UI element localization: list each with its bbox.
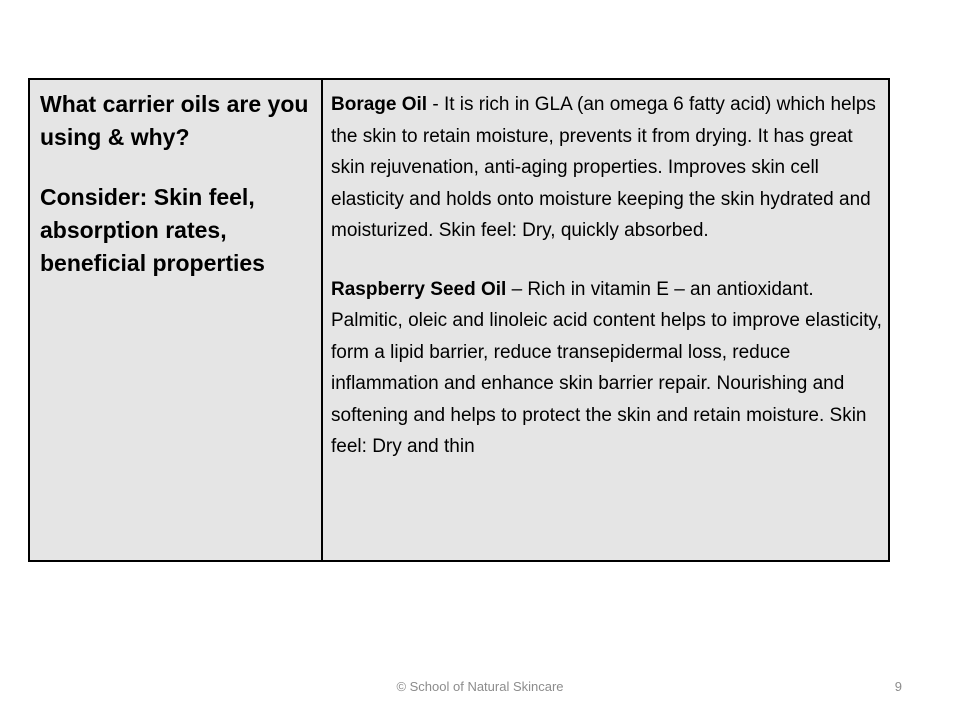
oil-paragraph-borage <box>331 89 882 247</box>
oil-description: - It is rich in GLA (an omega 6 fatty acid) which helps the skin to retain moisture, prevents it from drying. It has great skin rejuvenation, anti-aging properties. Improves skin cell elasticity and holds onto moisture keeping the skin hydrated and moisturized. Skin feel: Dry, quickly absorbed. <box>331 94 876 241</box>
question-cell <box>30 80 323 560</box>
oil-paragraph-raspberry <box>331 274 882 463</box>
footer-copyright: © School of Natural Skincare <box>396 679 564 694</box>
oil-description: – Rich in vitamin E – an antioxidant. Palmitic, oleic and linoleic acid content helps to improve elasticity, form a lipid barrier, reduce transepidermal loss, reduce inflammation and enhance skin barrier repair. Nourishing and softening and helps to protect the skin and retain moisture. Skin feel: Dry and thin <box>331 278 882 457</box>
answer-cell <box>323 80 888 560</box>
oil-name: Borage Oil <box>331 94 428 115</box>
page-number: 9 <box>894 679 902 694</box>
consider-heading: Consider: Skin feel, absorption rates, beneficial properties <box>40 184 265 276</box>
content-table <box>28 78 890 562</box>
oil-name: Raspberry Seed Oil <box>331 278 507 300</box>
question-heading: What carrier oils are you using & why? <box>40 91 309 150</box>
